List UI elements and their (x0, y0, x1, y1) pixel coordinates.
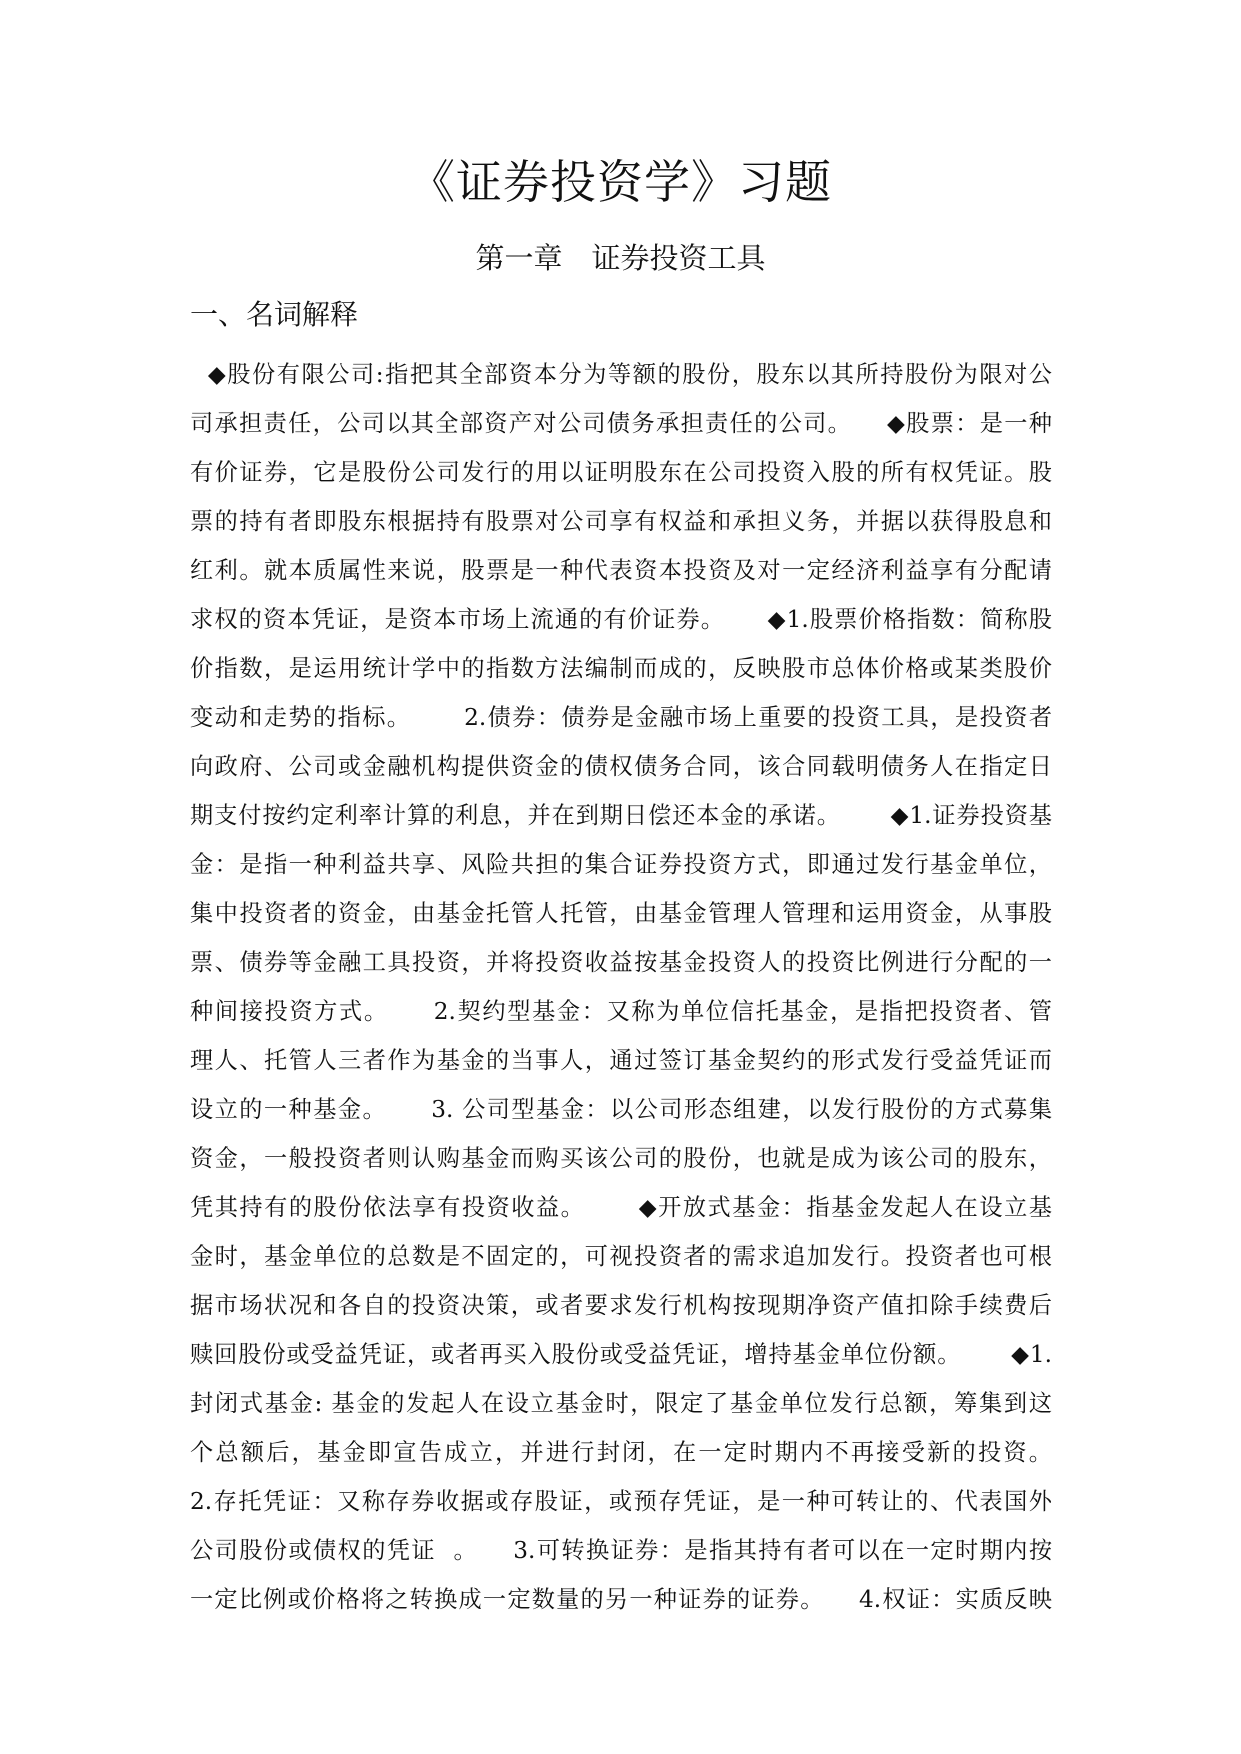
text-line: 据市场状况和各自的投资决策，或者要求发行机构按现期净资产值扣除手续费后 (190, 1292, 1052, 1319)
text-line: 期支付按约定利率计算的利息，并在到期日偿还本金的承诺。 ◆1.证券投资基 (190, 802, 1052, 829)
text-line: 设立的一种基金。 3. 公司型基金：以公司形态组建，以发行股份的方式募集 (190, 1096, 1052, 1123)
text-line: 司承担责任，公司以其全部资产对公司债务承担责任的公司。 ◆股票：是一种 (190, 410, 1052, 437)
text-line: 金：是指一种利益共享、风险共担的集合证券投资方式，即通过发行基金单位， (190, 851, 1052, 878)
text-line: 集中投资者的资金，由基金托管人托管，由基金管理人管理和运用资金，从事股 (190, 900, 1052, 927)
text-line: 个总额后，基金即宣告成立，并进行封闭，在一定时期内不再接受新的投资。 (190, 1439, 1052, 1466)
text-line: 种间接投资方式。 2.契约型基金：又称为单位信托基金，是指把投资者、管 (190, 998, 1052, 1025)
text-line: 变动和走势的指标。 2.债券：债券是金融市场上重要的投资工具，是投资者 (190, 704, 1052, 731)
body-text (190, 350, 1052, 1624)
text-line: 封闭式基金: 基金的发起人在设立基金时，限定了基金单位发行总额，筹集到这 (190, 1390, 1052, 1417)
document-title: 《证券投资学》习题 (409, 155, 832, 209)
text-line: 公司股份或债权的凭证 。 3.可转换证券：是指其持有者可以在一定时期内按 (190, 1537, 1052, 1564)
text-line: ◆股份有限公司:指把其全部资本分为等额的股份，股东以其所持股份为限对公 (190, 361, 1052, 388)
text-line: 向政府、公司或金融机构提供资金的债权债务合同，该合同载明债务人在指定日 (190, 753, 1052, 780)
text-line: 理人、托管人三者作为基金的当事人，通过签订基金契约的形式发行受益凭证而 (190, 1047, 1052, 1074)
text-line: 红利。就本质属性来说，股票是一种代表资本投资及对一定经济利益享有分配请 (190, 557, 1052, 584)
text-line: 票、债券等金融工具投资，并将投资收益按基金投资人的投资比例进行分配的一 (190, 949, 1052, 976)
text-line: 求权的资本凭证，是资本市场上流通的有价证券。 ◆1.股票价格指数：简称股 (190, 606, 1052, 633)
text-line: 凭其持有的股份依法享有投资收益。 ◆开放式基金：指基金发起人在设立基 (190, 1194, 1052, 1221)
text-line: 一定比例或价格将之转换成一定数量的另一种证券的证券。 4.权证：实质反映 (190, 1586, 1052, 1613)
text-line: 资金，一般投资者则认购基金而购买该公司的股份，也就是成为该公司的股东， (190, 1145, 1052, 1172)
text-line: 2.存托凭证：又称存券收据或存股证，或预存凭证，是一种可转让的、代表国外 (190, 1488, 1052, 1515)
section-title: 一、名词解释 (190, 298, 359, 331)
text-line: 票的持有者即股东根据持有股票对公司享有权益和承担义务，并据以获得股息和 (190, 508, 1052, 535)
text-line: 价指数，是运用统计学中的指数方法编制而成的，反映股市总体价格或某类股价 (190, 655, 1052, 682)
text-line: 赎回股份或受益凭证，或者再买入股份或受益凭证，增持基金单位份额。 ◆1. (190, 1341, 1052, 1368)
chapter-title: 第一章 证券投资工具 (475, 241, 766, 275)
text-line: 有价证券，它是股份公司发行的用以证明股东在公司投资入股的所有权凭证。股 (190, 459, 1052, 486)
text-line: 金时，基金单位的总数是不固定的，可视投资者的需求追加发行。投资者也可根 (190, 1243, 1052, 1270)
